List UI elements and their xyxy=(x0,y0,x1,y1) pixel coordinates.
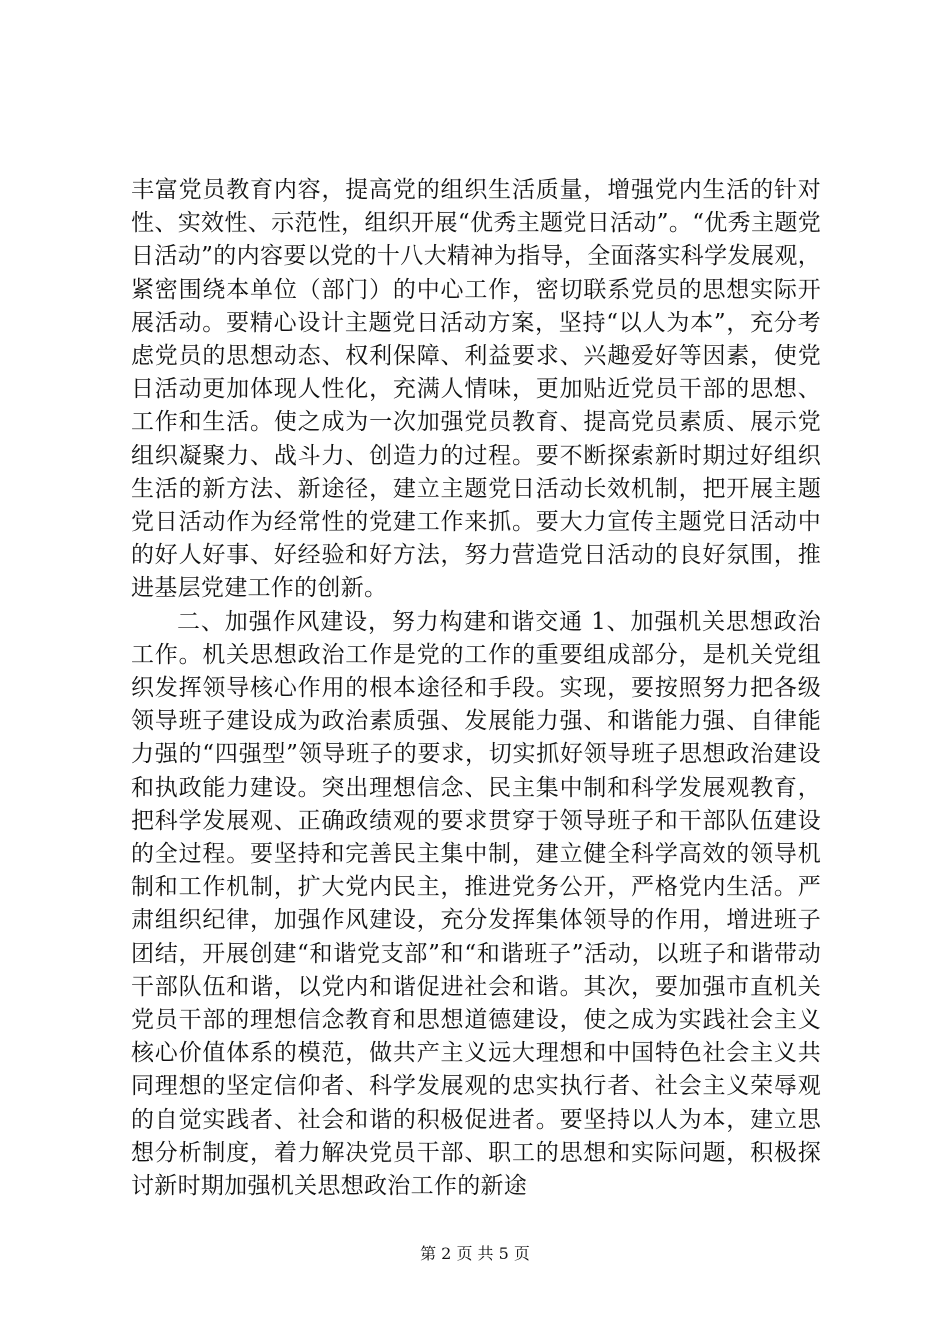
page-number-footer: 第 2 页 共 5 页 xyxy=(420,1244,530,1263)
document-body xyxy=(131,174,821,1203)
paragraph-party-day-activities: 丰富党员教育内容，提高党的组织生活质量，增强党内生活的针对性、实效性、示范性，组织开展“优秀主题党日活动”。“优秀主题党日活动”的内容要以党的十八大精神为指导，全面落实科学发展观，紧密围绕本单位（部门）的中心工作，密切联系党员的思想实际开展活动。要精心设计主题党日活动方案，坚持“以人为本”，充分考虑党员的思想动态、权利保障、利益要求、兴趣爱好等因素，使党日活动更加体现人性化，充满人情味，更加贴近党员干部的思想、工作和生活。使之成为一次加强党员教育、提高党员素质、展示党组织凝聚力、战斗力、创造力的过程。要不断探索新时期过好组织生活的新方法、新途径，建立主题党日活动长效机制，把开展主题党日活动作为经常性的党建工作来抓。要大力宣传主题党日活动中的好人好事、好经验和好方法，努力营造党日活动的良好氛围，推进基层党建工作的创新。 xyxy=(131,177,821,602)
paragraph-work-style-construction: 二、加强作风建设，努力构建和谐交通 1、加强机关思想政治工作。机关思想政治工作是党的工作的重要组成部分，是机关党组织发挥领导核心作用的根本途径和手段。实现，要按照努力把各级领导班子建设成为政治素质强、发展能力强、和谐能力强、自律能力强的“四强型”领导班子的要求，切实抓好领导班子思想政治建设和执政能力建设。突出理想信念、民主集中制和科学发展观教育，把科学发展观、正确政绩观的要求贯穿于领导班子和干部队伍建设的全过程。要坚持和完善民主集中制，建立健全科学高效的领导机制和工作机制，扩大党内民主，推进党务公开，严格党内生活。严肃组织纪律，加强作风建设，充分发挥集体领导的作用，增进班子团结，开展创建“和谐党支部”和“和谐班子”活动，以班子和谐带动干部队伍和谐，以党内和谐促进社会和谐。其次，要加强市直机关党员干部的理想信念教育和思想道德建设，使之成为实践社会主义核心价值体系的模范，做共产主义远大理想和中国特色社会主义共同理想的坚定信仰者、科学发展观的忠实执行者、社会主义荣辱观的自觉实践者、社会和谐的积极促进者。要坚持以人为本，建立思想分析制度，着力解决党员干部、职工的思想和实际问题，积极探讨新时期加强机关思想政治工作的新途 xyxy=(131,608,821,1200)
